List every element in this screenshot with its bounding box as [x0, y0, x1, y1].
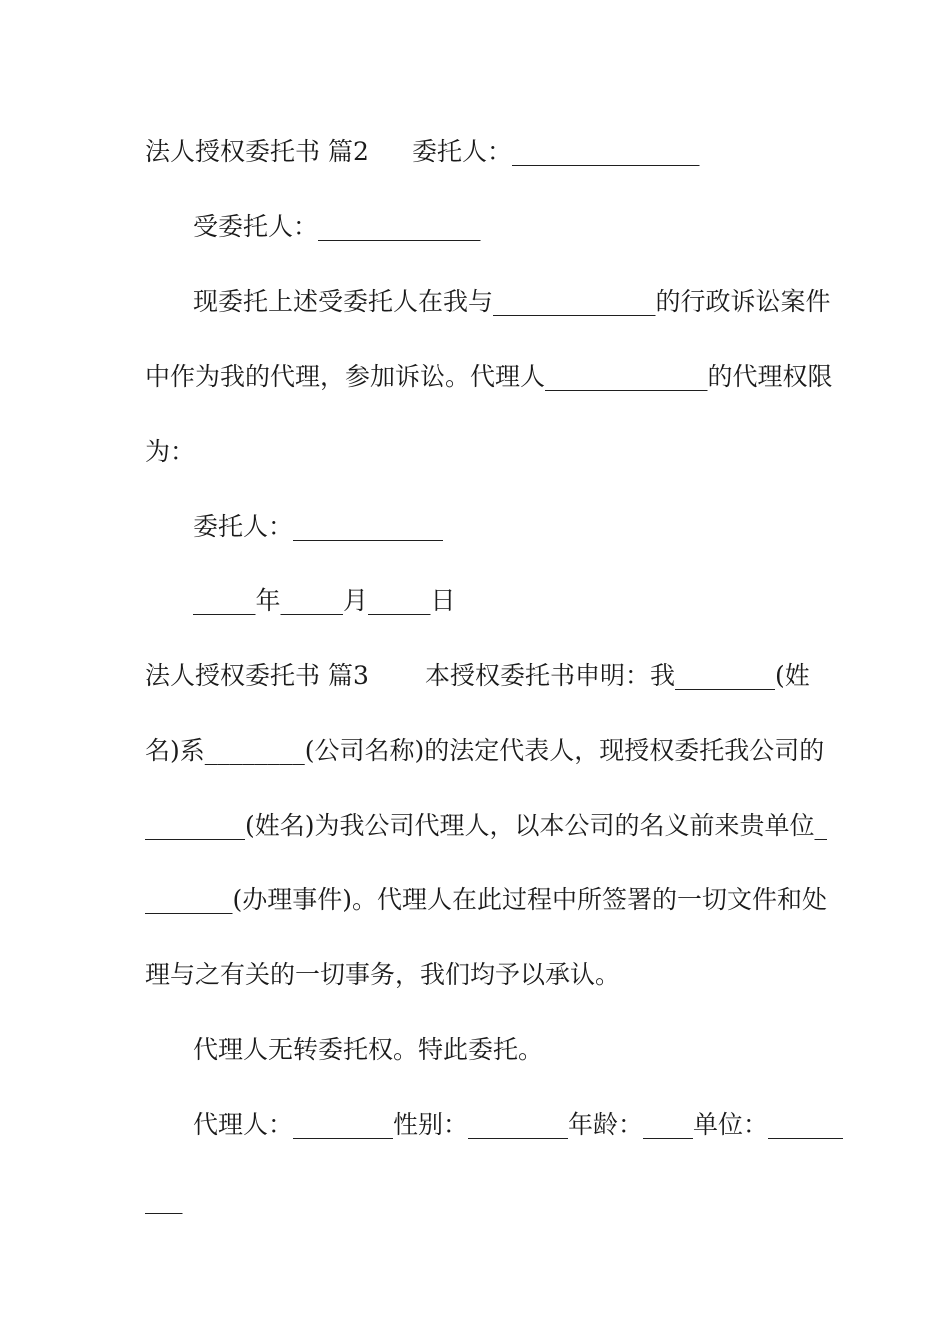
section-heading-part3: 法人授权委托书 篇3: [145, 661, 369, 690]
paragraph-text: 现委托上述受委托人在我与_____________的行政诉讼案件: [193, 287, 831, 316]
paragraph-line: [0, 733, 950, 769]
paragraph-line: [0, 808, 950, 844]
agent-details-fields: 代理人：________性别：________年龄：____单位：______: [193, 1110, 844, 1139]
date-field: _____年_____月_____日: [193, 586, 456, 615]
paragraph-text: 为：: [145, 437, 196, 466]
paragraph-text: 理与之有关的一切事务，我们均予以承认。: [145, 960, 621, 989]
heading-line-part3: [0, 658, 950, 694]
section-heading-part2: 法人授权委托书 篇2: [145, 137, 369, 166]
paragraph-line: [0, 434, 950, 470]
principal-signature-field: 委托人：____________: [193, 512, 444, 541]
paragraph-line: [0, 509, 950, 545]
heading-line-part2: [0, 134, 950, 170]
principal-field: 委托人：_______________: [412, 137, 700, 166]
paragraph-text: 本授权委托书申明：我________(姓: [425, 661, 810, 690]
paragraph-text: 名)系________(公司名称)的法定代表人，现授权委托我公司的: [145, 736, 825, 765]
paragraph-line: [0, 209, 950, 245]
paragraph-line: [0, 1032, 950, 1068]
paragraph-line: [0, 882, 950, 918]
paragraph-text: ________(姓名)为我公司代理人，以本公司的名义前来贵单位_: [145, 811, 828, 840]
agent-field: 受委托人：_____________: [193, 212, 481, 241]
paragraph-text: 代理人无转委托权。特此委托。: [193, 1035, 544, 1064]
paragraph-line: [0, 359, 950, 395]
paragraph-line: [0, 284, 950, 320]
paragraph-line: [0, 957, 950, 993]
paragraph-line: [0, 1182, 950, 1218]
paragraph-text: ___: [145, 1185, 183, 1214]
paragraph-line: [0, 1107, 950, 1143]
paragraph-text: 中作为我的代理，参加诉讼。代理人_____________的代理权限: [145, 362, 833, 391]
paragraph-text: _______(办理事件)。代理人在此过程中所签署的一切文件和处: [145, 885, 828, 914]
paragraph-line: [0, 583, 950, 619]
